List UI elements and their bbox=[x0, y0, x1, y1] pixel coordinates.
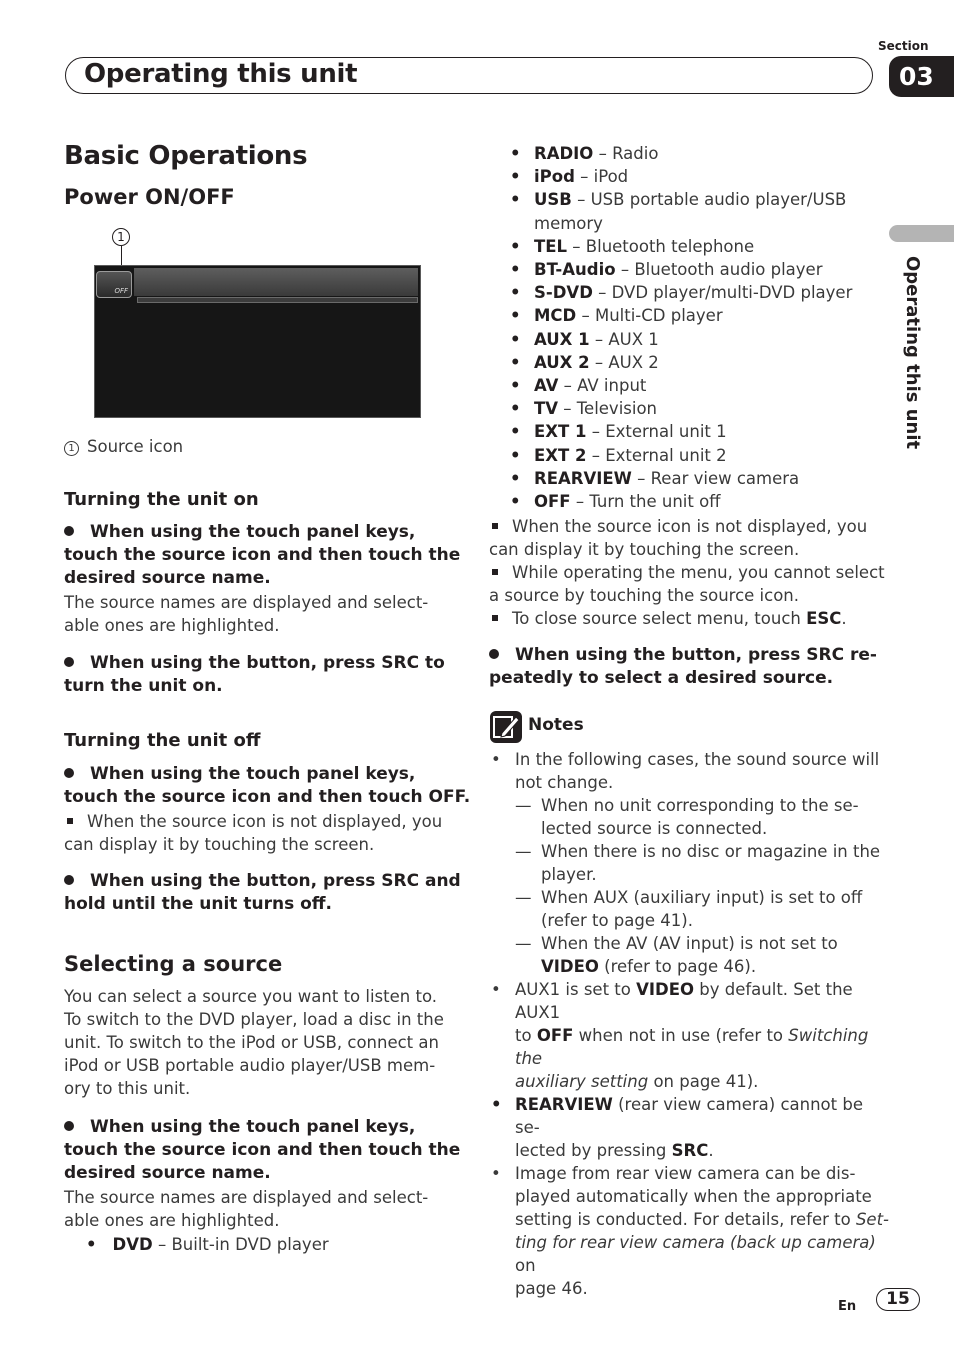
select-touch-note: The source names are displayed and select- able ones are highlighted. bbox=[64, 1188, 429, 1230]
source-item-aux2: • AUX 2 – AUX 2 bbox=[510, 351, 852, 374]
note-item: • REARVIEW (rear view camera) cannot be se- lected by pressing SRC. bbox=[491, 1095, 863, 1160]
turn-off-button-instruction: When using the button, press SRC and hold until the unit turns off. bbox=[64, 871, 461, 914]
note-subitem: — When no unit corresponding to the se- lected source is connected. bbox=[515, 796, 859, 838]
bullet-dot-icon bbox=[64, 526, 74, 536]
note-subitem: — When AUX (auxiliary input) is set to off (refer to page 41). bbox=[515, 888, 863, 930]
source-item-ext2: • EXT 2 – External unit 2 bbox=[510, 444, 852, 467]
note-subitem: — When there is no disc or magazine in the player. bbox=[515, 842, 881, 884]
source-item-mcd: • MCD – Multi-CD player bbox=[510, 304, 852, 327]
source-item-rearview: • REARVIEW – Rear view camera bbox=[510, 467, 852, 490]
source-item-bt-audio: • BT-Audio – Bluetooth audio player bbox=[510, 258, 852, 281]
turn-on-touch-instruction: When using the touch panel keys, touch the source icon and then touch the desired source name. bbox=[64, 522, 461, 588]
source-item-s-dvd: • S-DVD – DVD player/multi-DVD player bbox=[510, 281, 852, 304]
source-item-tv: • TV – Television bbox=[510, 397, 852, 420]
caption-number: 1 bbox=[64, 441, 79, 456]
language-label: En bbox=[838, 1299, 857, 1314]
side-tab-marker bbox=[889, 225, 954, 242]
select-touch-instruction: When using the touch panel keys, touch the source icon and then touch the desired source name. bbox=[64, 1117, 461, 1183]
source-item-dvd: • DVD – Built-in DVD player bbox=[86, 1235, 329, 1254]
note-square-icon bbox=[492, 615, 498, 621]
notes-pencil-icon bbox=[490, 711, 522, 743]
page-title: Operating this unit bbox=[84, 59, 358, 89]
page-number: 15 bbox=[876, 1288, 920, 1311]
notes-title: Notes bbox=[528, 715, 584, 735]
bullet-dot-icon bbox=[64, 1121, 74, 1131]
note-subitem: — When the AV (AV input) is not set to VIDEO (refer to page 46). bbox=[515, 934, 838, 976]
source-item-ext1: • EXT 1 – External unit 1 bbox=[510, 420, 852, 443]
source-item-ipod: • iPod – iPod bbox=[510, 165, 852, 188]
source-item-off: • OFF – Turn the unit off bbox=[510, 490, 852, 513]
bullet-dot-icon bbox=[64, 657, 74, 667]
side-section-label: Operating this unit bbox=[902, 256, 923, 450]
screen-sub-strip bbox=[137, 297, 418, 303]
heading-power-on-off: Power ON/OFF bbox=[64, 185, 235, 209]
heading-turning-on: Turning the unit on bbox=[64, 489, 259, 510]
source-item-av: • AV – AV input bbox=[510, 374, 852, 397]
bullet-dot-icon bbox=[64, 768, 74, 778]
source-item-aux1: • AUX 1 – AUX 1 bbox=[510, 328, 852, 351]
source-item-usb-cont: memory bbox=[534, 213, 603, 233]
note-item: • In the following cases, the sound source will not change. bbox=[491, 750, 880, 792]
section-number-badge: 03 bbox=[889, 56, 954, 97]
heading-turning-off: Turning the unit off bbox=[64, 730, 261, 751]
caption-text: Source icon bbox=[87, 437, 184, 456]
bullet-dot-icon bbox=[489, 649, 499, 659]
note-square-icon bbox=[492, 523, 498, 529]
source-item-radio: • RADIO – Radio bbox=[510, 142, 852, 165]
turn-off-touch-instruction: When using the touch panel keys, touch the source icon and then touch OFF. bbox=[64, 764, 471, 807]
note-square-icon bbox=[67, 818, 73, 824]
source-note-1: When the source icon is not displayed, you can display it by touching the screen. bbox=[489, 517, 868, 559]
source-note-3: To close source select menu, touch ESC. bbox=[489, 607, 847, 630]
select-source-intro: You can select a source you want to listen to. To switch to the DVD player, load a disc in the unit. To switch to the iPod or USB, connect an iPod or USB portable audio player/USB mem- ory to this unit. bbox=[64, 987, 444, 1098]
note-item: • Image from rear view camera can be dis- played automatically when the appropriate setting is conducted. For details, refer to Set- ting for rear view camera (back up camera) on page 46. bbox=[491, 1164, 890, 1298]
note-square-icon bbox=[492, 569, 498, 575]
screen-title-strip bbox=[134, 268, 418, 296]
turn-on-touch-note: The source names are displayed and select- able ones are highlighted. bbox=[64, 593, 429, 635]
turn-off-note: When the source icon is not displayed, you can display it by touching the screen. bbox=[64, 812, 443, 854]
select-button-instruction: When using the button, press SRC re- peatedly to select a desired source. bbox=[489, 645, 877, 688]
source-note-2: While operating the menu, you cannot select a source by touching the source icon. bbox=[489, 563, 885, 605]
figure-caption bbox=[64, 435, 183, 458]
heading-basic-operations: Basic Operations bbox=[64, 141, 308, 171]
source-item-tel: • TEL – Bluetooth telephone bbox=[510, 235, 852, 258]
turn-on-button-instruction: When using the button, press SRC to turn the unit on. bbox=[64, 653, 445, 696]
bullet-dot-icon bbox=[64, 875, 74, 885]
note-item: • AUX1 is set to VIDEO by default. Set the AUX1 to OFF when not in use (refer to Switching the auxiliary setting on page 41). bbox=[491, 980, 869, 1091]
source-list bbox=[510, 142, 852, 513]
notes-list bbox=[489, 748, 889, 1300]
source-item-usb: • USB – USB portable audio player/USB bbox=[510, 188, 852, 211]
callout-number: 1 bbox=[112, 228, 130, 246]
source-icon: OFF bbox=[96, 271, 132, 298]
section-label: Section bbox=[878, 39, 929, 53]
heading-selecting-source: Selecting a source bbox=[64, 952, 283, 976]
